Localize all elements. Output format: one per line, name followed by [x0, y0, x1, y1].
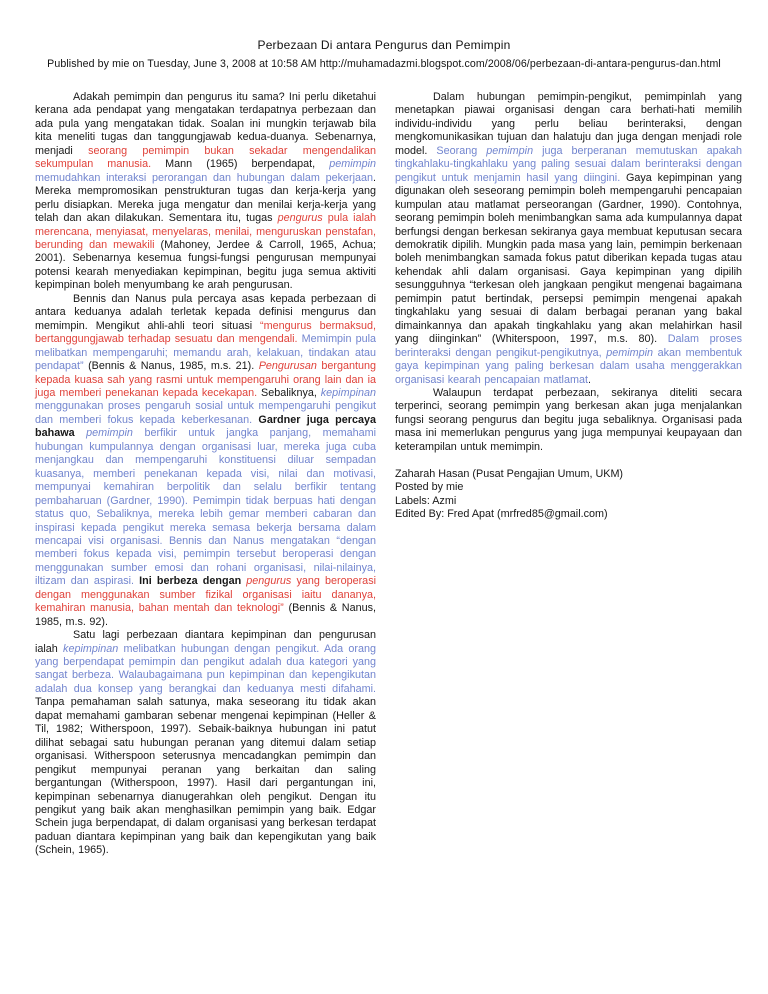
text-run: yang beroperasi dengan menggunakan sumber fizikal organisasi iaitu dananya, kemahiran manusia, bahan mentah dan teknologi” [35, 575, 376, 615]
text-run: menggunakan proses pengaruh sosial untuk mempengaruhi pengikut dan memberi fokus kepada keberkesanan. [35, 400, 376, 426]
post-footer [395, 468, 742, 522]
text-run: Dalam hubungan pemimpin-pengikut, pemimpinlah yang menetapkan piawai organisasi dengan cara berhati-hati memilih individu-individu yang perlu beliau berinteraksi, dengan mengkomunikasikan tujuan dan halatuju dan juga dengan menjadi role model. [395, 91, 742, 157]
text-run: juga berperanan memutuskan apakah tingkahlaku-tingkahlaku yang paling sesuai dalam berinteraksi dengan pengikut untuk menjamin hasil yang diingini. [395, 144, 743, 184]
edited-by-line: Edited By: Fred Apat (mrfred85@gmail.com) [395, 508, 608, 521]
paragraph-left-3 [35, 629, 376, 858]
text-run: Mann (1965) berpendapat, [151, 158, 330, 171]
text-run: bergantung kepada kuasa sah yang rasmi untuk mempengaruhi orang lain dan ia juga memberi penekanan kepada kecekapan. [35, 360, 376, 399]
text-run: Gardner juga percaya bahawa [35, 413, 376, 440]
paragraph-left-2 [35, 293, 376, 629]
byline: Published by mie on Tuesday, June 3, 2008 at 10:58 AM http://muhamadazmi.blogspot.com/2008/06/perbezaan-di-antara-pengurus-dan.html [47, 58, 721, 70]
author-line: Zaharah Hasan (Pusat Pengajian Umum, UKM) [395, 467, 624, 480]
text-run: Walaupun terdapat perbezaan, sekiranya diteliti secara terperinci, seorang pemimpin yang berkesan akan juga menjalankan fungsi seorang pengurus dan begitu juga sebaliknya. Organisasi pada masa ini memerlukan pengurus yang juga mempunyai keupayaan dan keterampilan untuk memimpin. [395, 386, 742, 453]
text-run: (Mahoney, Jerdee & Carroll, 1965, Achua; 2001). Sebenarnya kesemua fungsi-fungsi pengurusan mempunyai potensi kearah menyediakan kepimpinan, begitu juga semua aktiviti kepimpinan boleh menyumbang ke arah pengurusan. [35, 238, 376, 292]
text-run: Ini berbeza dengan [134, 575, 247, 588]
labels-line: Labels: Azmi [395, 494, 457, 507]
text-run: Seorang [436, 144, 487, 157]
text-run: (Bennis & Nanus, 1985, m.s. 92). [35, 602, 376, 628]
left-column [35, 91, 376, 858]
text-run: Memimpin pula melibatkan mempengaruhi; memandu arah, kelakuan, tindakan atau pendapat” [35, 333, 376, 373]
text-run: pengurus [277, 212, 323, 225]
text-run: pemimpin [606, 346, 654, 359]
text-run: . [587, 373, 591, 386]
text-run: Sebaliknya, [257, 386, 321, 399]
text-run: memudahkan interaksi perorangan dan hubungan dalam pekerjaan [35, 171, 373, 184]
text-run: Dalam proses berinteraksi dengan pengikut-pengikutnya, [395, 333, 743, 359]
text-run: pengurus [246, 575, 292, 588]
text-run: . Mereka mempromosikan penstrukturan tugas dan kerja-kerja yang perlu disiapkan. Mereka juga mengatur dan menilai kerja-kerja yang telah dan akan dilakukan. Sementara itu, tugas [35, 171, 376, 225]
posted-by-line: Posted by mie [395, 481, 464, 494]
text-run: “mengurus bermaksud, bertanggungjawab terhadap sesuatu dan mengendali. [35, 319, 376, 346]
text-run: Adakah pemimpin dan pengurus itu sama? Ini perlu diketahui kerana ada pendapat yang mengatakan terdapatnya perbezaan dan ada pula yang mengatakan tidak. Soalan ini mungkin terjawab bila kita meneliti tugas dan tanggungjawab kedua-duanya. Sebenarnya, menjadi [35, 91, 376, 157]
paragraph-right-2 [395, 387, 742, 454]
text-run: kepimpinan [63, 642, 119, 655]
text-run: akan membentuk gaya kepimpinan yang paling berkesan dalam usaha menggerakkan organisasi kearah pencapaian matlamat [395, 346, 743, 386]
text-run: (Bennis & Nanus, 1985, m.s. 21). [83, 360, 259, 373]
text-run: Pengurusan [258, 360, 317, 373]
text-run: Tanpa pemahaman salah satunya, maka seseorang itu tidak akan dapat memahami gambaran sebenar mengenai kepimpinan (Heller & Til, 1982; Witherspoon, 1997). Sebaik-baiknya hubungan ini patut dilihat sebagai satu hubungan peranan yang ditemui dalam setiap organisasi. Witherspoon seterusnya mencadangkan pemimpin dan pengikut mempunyai peranan yang berkaitan dan saling bergantungan (Witherspoon, 1997). Hasil dari pergantungan ini, kepimpinan sebenarnya dianugerahkan oleh pengikut. Dengan itu pengikut yang baik akan menghasilkan pemimpin yang baik. Edgar Schein juga berpendapat, di dalam organisasi yang berkesan terdapat paduan diantara kepimpinan yang baik dan kepengikutan yang baik (Schein, 1965). [35, 696, 376, 857]
text-run: Gaya kepimpinan yang digunakan oleh seseorang pemimpin boleh mempengaruhi pencapaian kumpulan atau matlamat perseorangan (Gardner, 1990). Contohnya, seorang pemimpin boleh menimbangkan sama ada kumpulannya dapat berfungsi dengan berkesan sekiranya gaya membuat keputusan secara demokratik dipilih. Mungkin pada masa yang lain, pemimpin berkenaan boleh menimbangkan samada fokus patut diberikan kepada tugas atau kehendak ahli dalam organisasi. Gaya kepimpinan yang dipilih sesungguhnya “terkesan oleh jangkaan pengikut mengenai bagaimana pemimpin patut bertindak, persepsi pemimpin mengenai apakah tingkahlaku yang sesuai di dalam berbagai peranan yang bakal dimainkannya dan apakah tingkahlaku yang akan melahirkan hasil yang diinginkan” (Whiterspoon, 1997, m.s. 80). [395, 171, 742, 346]
text-run: pemimpin [86, 427, 133, 440]
text-run: pemimpin [486, 144, 534, 157]
text-run: berfikir untuk jangka panjang, memahami hubungan kumpulannya dengan organisasi luar, mereka juga cuba menjangkau dan mempengaruhi konstituensi diluar sempadan kuasanya, memberi penekanan kepada visi, nilai dan motivasi, mempunyai kemahiran berpolitik dan selalu berfikir tentang pembaharuan (Gardner, 1990). Pemimpin tidak berpuas hati dengan status quo, Sebaliknya, mereka lebih gemar memberi cabaran dan inspirasi kepada pengikut mereka semasa bekerja bersama dalam mencapai visi organisasi. Bennis dan Nanus mengatakan “dengan memberi fokus kepada visi, pemimpin tersebut beroperasi dengan menggunakan sumber emosi dan rohani organisasi, nilai-nilainya, iltizam dan aspirasi. [35, 427, 376, 588]
document-header [0, 0, 768, 70]
paragraph-left-1 [35, 91, 376, 293]
two-column-body [0, 70, 768, 858]
page-title: Perbezaan Di antara Pengurus dan Pemimpin [257, 38, 511, 52]
text-run: Bennis dan Nanus pula percaya asas kepada perbezaan di antara keduanya adalah terletak kepada definisi mengurus dan memimpin. Mengikut ahli-ahli teori situasi [35, 292, 376, 332]
right-column [395, 91, 742, 521]
text-run: melibatkan hubungan dengan pengikut. Ada orang yang berpendapat pemimpin dan pengikut adalah dua kategori yang sangat berbeza. Walaubagaimana pun kepimpinan dan kepengikutan adalah dua konsep yang berangkai dan keduanya mesti difahami. [35, 642, 376, 695]
text-run: pula ialah merencana, menyiasat, menyelaras, menilai, menguruskan penstafan, berunding dan mewakili [35, 212, 376, 251]
text-run: pemimpin [329, 158, 376, 171]
paragraph-right-1 [395, 91, 742, 387]
text-run: Satu lagi perbezaan diantara kepimpinan dan pengurusan ialah [35, 629, 376, 655]
text-run: kepimpinan [320, 386, 376, 399]
text-run: seorang pemimpin bukan sekadar mengendalikan sekumpulan manusia. [35, 144, 376, 171]
